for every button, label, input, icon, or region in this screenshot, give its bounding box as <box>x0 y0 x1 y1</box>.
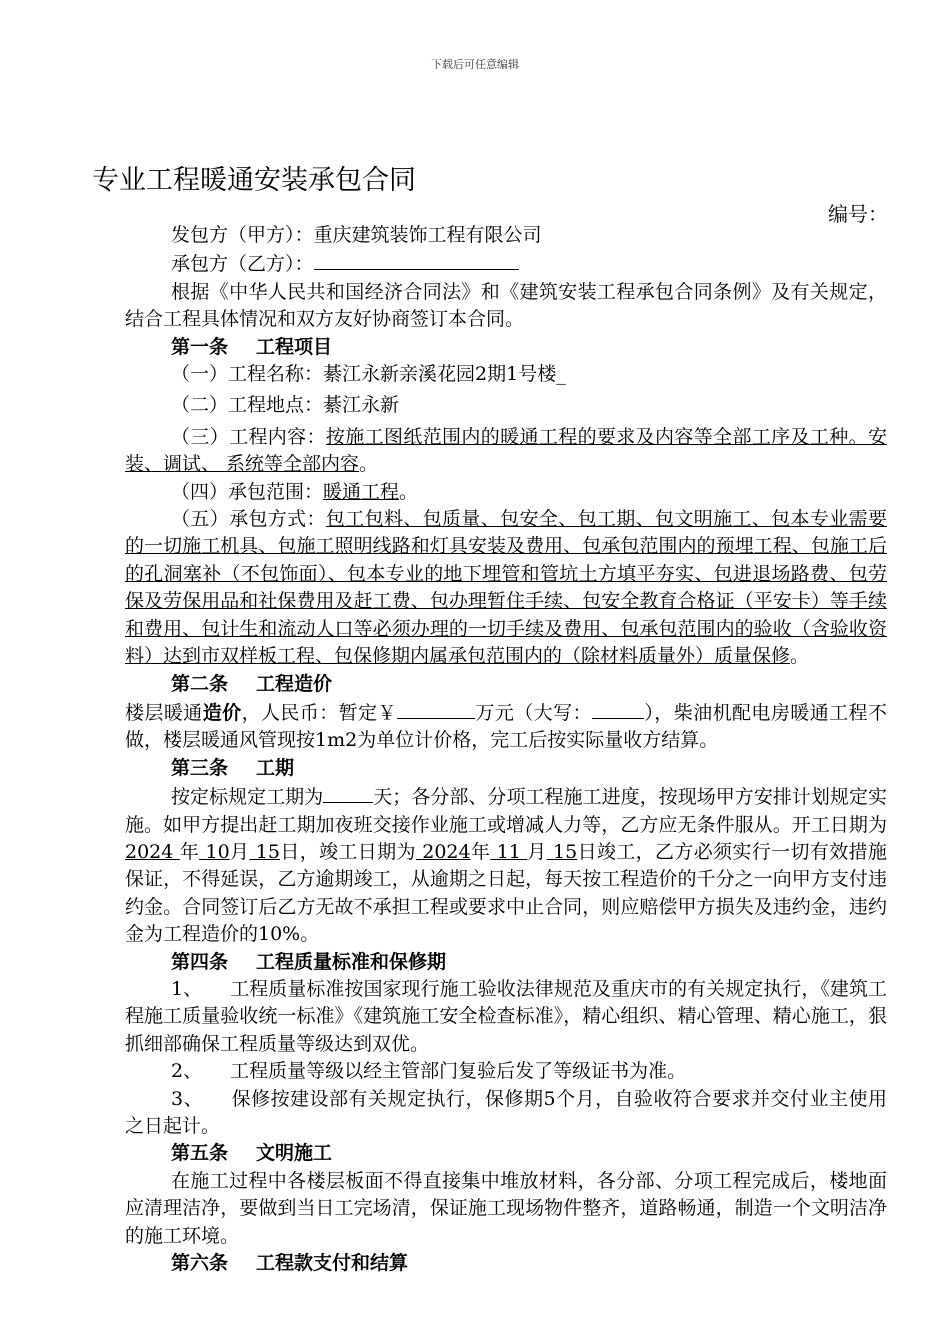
project-content: 按施工图纸范围内的暖通工程的要求及内容等全部工序及工种。安装、调试、 系统等全部内容 <box>125 425 887 476</box>
month-char-2: 月 <box>527 840 547 863</box>
article-6-title: 工程款支付和结算 <box>256 1252 409 1275</box>
article-4-number: 第四条 <box>171 950 229 973</box>
article-3-number: 第三条 <box>171 756 229 779</box>
price-amount-blank <box>397 698 475 719</box>
item-5-tail: 。 <box>790 645 810 668</box>
article-2-heading <box>125 671 887 698</box>
article-1-item-4 <box>125 479 887 506</box>
article-3-title: 工期 <box>256 756 295 779</box>
article-4-item-3 <box>125 1086 887 1141</box>
start-day: 15 <box>249 840 280 863</box>
article-2-title: 工程造价 <box>256 672 333 695</box>
header-note: 下载后可任意编辑 <box>431 58 519 71</box>
project-name: 綦江永新亲溪花园2期1号楼 <box>323 363 557 386</box>
year-char-1: 年 <box>179 840 200 863</box>
article-5-heading <box>125 1140 887 1167</box>
year-char-2: 年 <box>470 840 491 863</box>
article-1-item-2 <box>125 392 887 419</box>
price-text-3: 万元（大写： <box>474 701 592 724</box>
article-1-item-1 <box>125 361 887 388</box>
contract-method: 包工包料、包质量、包安全、包工期、包文明施工、包本专业需要的一切施工机具、包施工照明线路和灯具安装及费用、包承包范围内的预埋工程、包施工后的孔洞塞补（不包饰面）、包本专业的地下埋管和管坑土方填平夯实、包进退场路费、包劳保及劳保用品和社保费用及赶工费、包办理暂住手续、包安全教育合格证（平安卡）等手续和费用、包计生和流动人口等必须办理的一切手续及费用、包承包范围内的验收（含验收资料）达到市双样板工程、包保修期内属承包范围内的（除材料质量外）质量保修 <box>125 508 887 668</box>
period-days-blank <box>323 782 373 803</box>
article-3-paragraph <box>125 782 887 948</box>
quality-item-2: 工程质量等级以经主管部门复验后发了等级证书为准。 <box>230 1060 687 1083</box>
article-3-heading <box>125 755 887 782</box>
item-1-number: 1、 <box>171 977 203 1000</box>
price-words-blank <box>592 698 644 719</box>
start-month: 10 <box>199 840 230 863</box>
contract-number-label: 编号： <box>828 202 888 226</box>
quality-item-3: 保修按建设部有关规定执行，保修期5个月，自验收符合要求并交付业主使用之日起计。 <box>125 1087 887 1137</box>
article-1-item-3 <box>125 424 887 479</box>
project-name-tail: _ <box>556 363 566 386</box>
party-a-line <box>125 222 887 249</box>
article-1-heading <box>125 334 887 361</box>
item-3-tail: 。 <box>359 453 379 476</box>
contract-body <box>125 222 887 1277</box>
article-4-title: 工程质量标准和保修期 <box>256 950 447 973</box>
item-3-label: （三）工程内容： <box>171 425 326 448</box>
article-1-item-5 <box>125 506 887 670</box>
period-text-3: 日，竣工日期为 <box>279 840 416 863</box>
article-1-title: 工程项目 <box>256 335 333 358</box>
end-year: 2024 <box>415 840 471 863</box>
item-2-number: 2、 <box>171 1060 203 1083</box>
party-b-blank <box>314 249 519 270</box>
article-2-paragraph <box>125 698 887 755</box>
article-6-number: 第六条 <box>171 1252 229 1275</box>
party-b-line <box>125 249 887 278</box>
end-day: 15 <box>546 840 578 863</box>
price-text-bold: 造价 <box>202 701 242 724</box>
period-text-4: 日竣工，乙方必须实行一切有效措施保证，不得延误，乙方逾期竣工，从逾期之日起，每天按工程造价的千分之一向甲方支付违约金。合同签订后乙方无故不承担工程或要求中止合同，则应赔偿甲方损失及违约金，违约金为工程造价的10%。 <box>125 840 887 946</box>
price-text-1: 楼层暖通 <box>125 701 203 724</box>
item-4-tail: 。 <box>399 480 419 503</box>
period-text-2: 天；各分部、分项工程施工进度，按现场甲方安排计划规定实施。如甲方提出赶工期加夜班交接作业施工或增减人力等，乙方应无条件服从。开工日期为 <box>125 786 887 836</box>
contract-scope: 暖通工程 <box>323 480 400 503</box>
contract-title: 专业工程暖通安装承包合同 <box>92 165 416 196</box>
article-4-item-2 <box>125 1058 887 1085</box>
period-text-1: 按定标规定工期为 <box>171 786 324 809</box>
price-text-4: ），柴油机配电房暖通工程不做，楼层暖通风管现按1m2为单位计价格，完工后按实际量收方结算。 <box>125 701 887 752</box>
item-1-label: （一）工程名称： <box>171 363 324 386</box>
month-char-1: 月 <box>229 840 250 863</box>
intro-paragraph: 根据《中华人民共和国经济合同法》和《建筑安装工程承包合同条例》及有关规定，结合工程具体情况和双方友好协商签订本合同。 <box>125 280 887 331</box>
article-2-number: 第二条 <box>171 672 229 695</box>
item-5-label: （五）承包方式： <box>171 508 326 531</box>
party-b-label: 承包方（乙方）： <box>171 253 314 276</box>
article-5-paragraph: 在施工过程中各楼层板面不得直接集中堆放材料，各分部、分项工程完成后，楼地面应清理洁净，要做到当日工完场清，保证施工现场物件整齐，道路畅通，制造一个文明洁净的施工环境。 <box>125 1169 887 1247</box>
article-4-heading <box>125 949 887 976</box>
item-3-number: 3、 <box>171 1087 204 1110</box>
item-4-label: （四）承包范围： <box>171 480 324 503</box>
article-5-title: 文明施工 <box>256 1142 333 1165</box>
party-a-label: 发包方（甲方）： <box>171 224 314 246</box>
quality-item-1: 工程质量标准按国家现行施工验收法律规范及重庆市的有关规定执行，《建筑工程施工质量验收统一标准》《建筑施工安全检查标准》，精心组织、精心管理、精心施工，狠抓细部确保工程质量等级达到双优。 <box>125 977 887 1055</box>
price-text-2: ，人民币：暂定￥ <box>241 701 397 724</box>
end-month: 11 <box>490 840 528 863</box>
project-location: 綦江永新 <box>323 394 400 417</box>
article-1-number: 第一条 <box>171 335 229 358</box>
party-a-value: 重庆建筑装饰工程有限公司 <box>313 224 542 246</box>
article-6-heading <box>125 1250 887 1277</box>
article-4-item-1 <box>125 976 887 1058</box>
item-2-label: （二）工程地点： <box>171 394 324 417</box>
start-year: 2024 <box>125 840 180 863</box>
article-5-number: 第五条 <box>171 1142 229 1165</box>
